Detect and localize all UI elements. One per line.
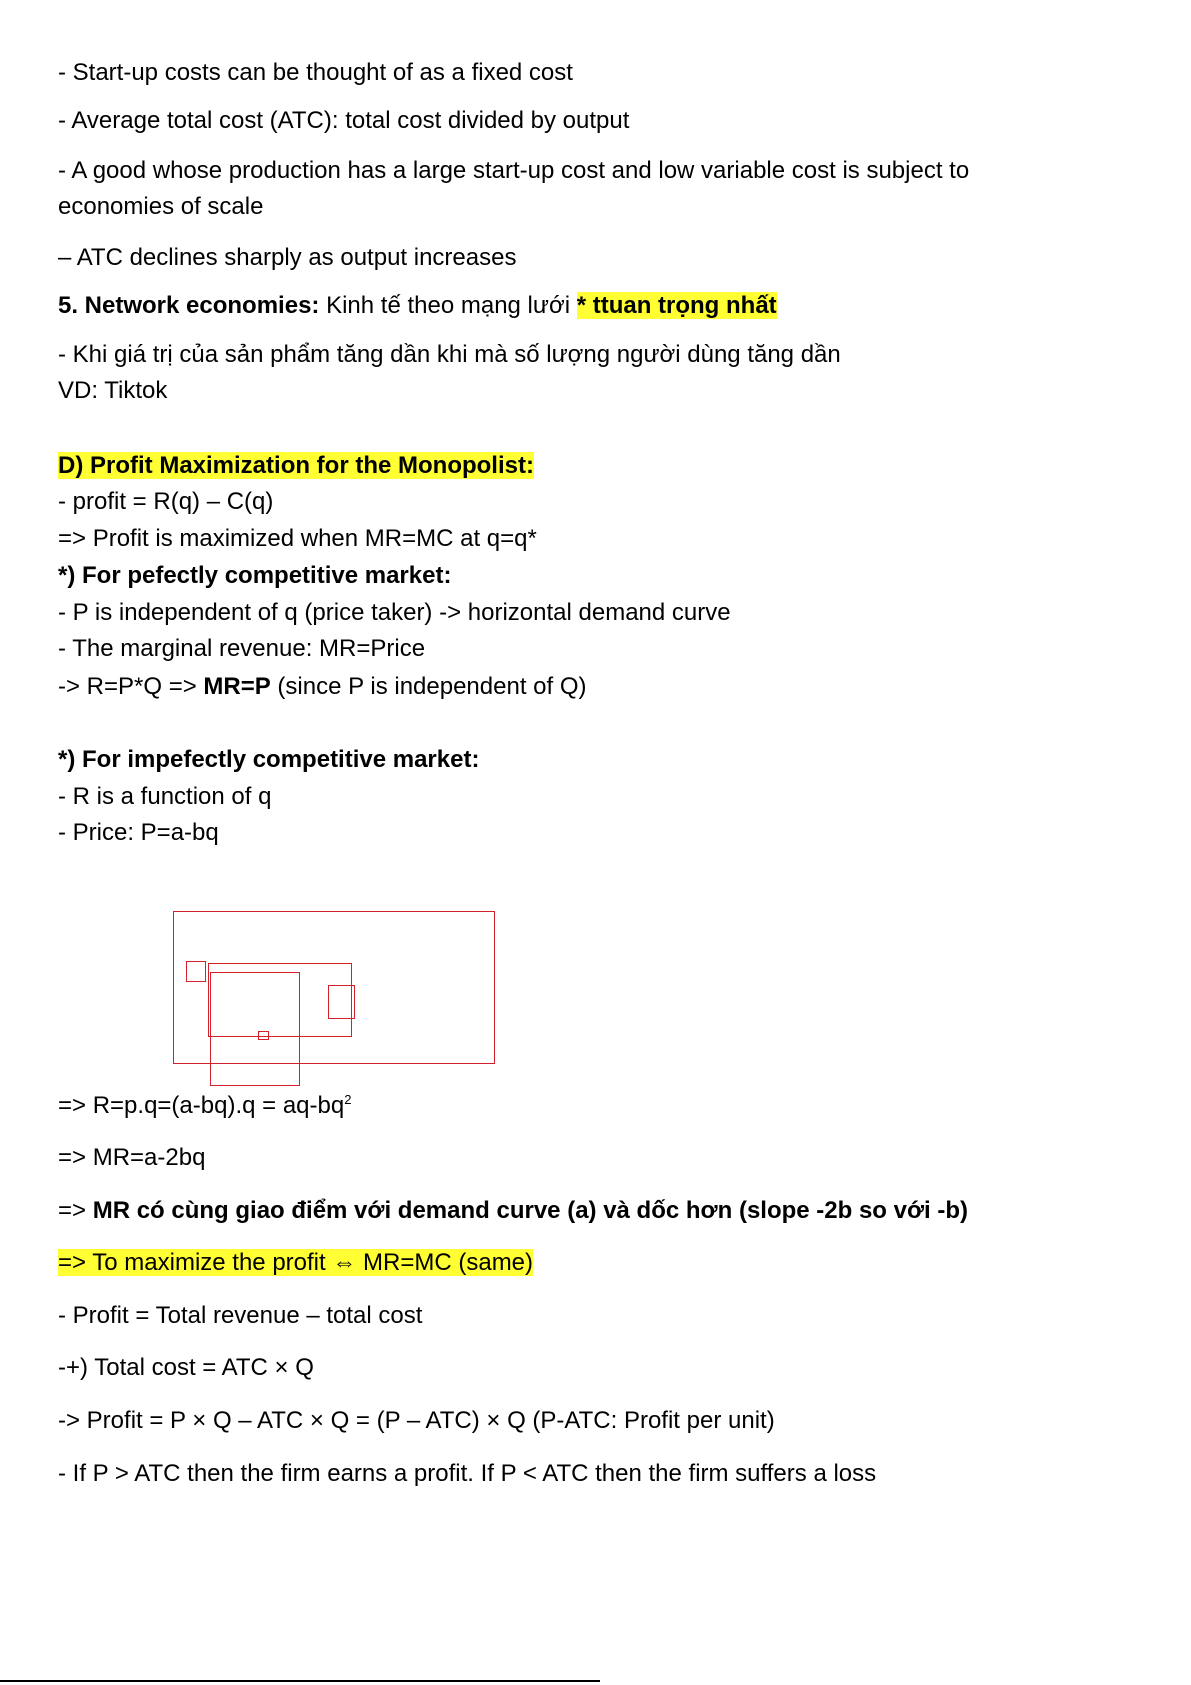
highlight-note: * ttuan trọng nhất	[576, 292, 777, 319]
text-line: economies of scale	[58, 193, 264, 220]
text-line: – ATC declines sharply as output increases	[58, 244, 517, 271]
superscript: 2	[344, 1092, 352, 1107]
text-line: - The marginal revenue: MR=Price	[58, 635, 426, 662]
text-line: -+) Total cost = ATC × Q	[58, 1354, 314, 1381]
text-line: - Start-up costs can be thought of as a fixed cost	[58, 59, 573, 86]
text-line: VD: Tiktok	[58, 377, 168, 404]
text-line: -> Profit = P × Q – ATC × Q = (P – ATC) × Q (P-ATC: Profit per unit)	[58, 1407, 775, 1434]
text-line: - R is a function of q	[58, 783, 272, 810]
highlighted-text: => To maximize the profit ⇔ MR=MC (same)	[58, 1249, 534, 1276]
text-segment: =>	[58, 1197, 93, 1224]
text-line: - profit = R(q) – C(q)	[58, 488, 274, 515]
subheading-perfect-competition: *) For pefectly competitive market:	[58, 562, 452, 589]
heading-bold: 5. Network economies:	[58, 292, 320, 319]
heading-text: D) Profit Maximization for the Monopolist:	[58, 452, 534, 479]
heading-translation: Kinh tế theo mạng lưới	[319, 292, 577, 319]
text-segment-bold: MR=P	[203, 673, 271, 700]
text-line: - Price: P=a-bq	[58, 819, 219, 846]
text-line	[58, 1196, 968, 1226]
text-line	[58, 672, 587, 702]
subheading-imperfect-competition: *) For impefectly competitive market:	[58, 746, 480, 773]
text-line: - Profit = Total revenue – total cost	[58, 1302, 423, 1329]
page-bottom-rule	[0, 1680, 600, 1682]
highlighted-line	[58, 1248, 533, 1278]
text-line: - Average total cost (ATC): total cost divided by output	[58, 107, 630, 134]
figure-shape	[328, 985, 355, 1019]
figure-shape	[210, 972, 300, 1086]
figure-shape	[186, 961, 206, 982]
text-line: - A good whose production has a large start-up cost and low variable cost is subject to	[58, 157, 970, 184]
text-segment-bold: MR có cùng giao điểm với demand curve (a) và dốc hơn (slope -2b so với -b)	[92, 1197, 969, 1224]
section-heading-network-economies	[58, 291, 777, 321]
text-line	[58, 1091, 351, 1121]
figure-shape	[258, 1031, 269, 1040]
text-segment: (since P is independent of Q)	[270, 673, 587, 700]
text-line: - Khi giá trị của sản phẩm tăng dần khi mà số lượng người dùng tăng dần	[58, 341, 841, 368]
equation-text: => R=p.q=(a-bq).q = aq-bq	[58, 1092, 345, 1119]
text-line: - P is independent of q (price taker) -> horizontal demand curve	[58, 599, 731, 626]
text-line: => MR=a-2bq	[58, 1144, 206, 1171]
text-line: - If P > ATC then the firm earns a profit. If P < ATC then the firm suffers a loss	[58, 1460, 877, 1487]
text-segment: -> R=P*Q =>	[58, 673, 204, 700]
section-heading-profit-maximization	[58, 451, 534, 481]
text-line: => Profit is maximized when MR=MC at q=q*	[58, 525, 537, 552]
